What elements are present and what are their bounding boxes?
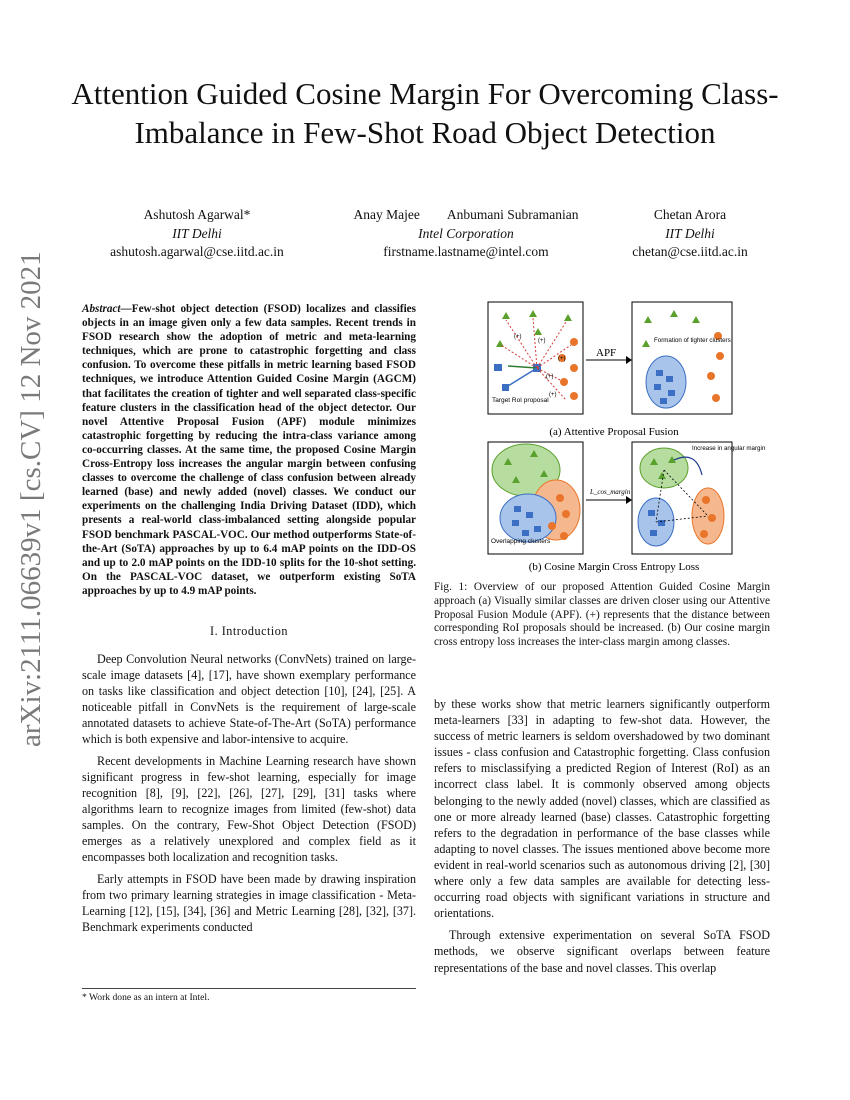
- apf-label: APF: [596, 347, 617, 359]
- body-paragraph: Recent developments in Machine Learning research have shown significant progress in few-shot learning, especially for image recognition [8], [9], [22], [26], [27], [29], [31] tasks where algorithms learn to recognize images from limited (few-shot) data samples. On the contrary, Few-Shot Object Detection (FSOD) emerges as a relatively unexplored and complex field as it encompasses both localization and recognition tasks.: [82, 754, 416, 864]
- figure-1: [486, 300, 766, 575]
- apf-arrowhead: [626, 356, 632, 364]
- paper-title: Attention Guided Cosine Margin For Overcoming Class-Imbalance in Few-Shot Road Object Detection: [71, 76, 779, 150]
- plus-label: (+): [546, 374, 554, 380]
- body-paragraph: Through extensive experimentation on several SoTA FSOD methods, we observe significant overlaps between feature representations of the base and novel classes. This overlap: [434, 928, 770, 975]
- footnote: * Work done as an intern at Intel.: [82, 988, 416, 1003]
- section-heading: I. Introduction: [210, 624, 288, 638]
- figure-caption: Fig. 1: Overview of our proposed Attention Guided Cosine Margin approach (a) Visually similar classes are driven closer using our Attentive Proposal Fusion Module (APF). (+) represents that the distance between corresponding RoI proposals should be increased. (b) Our cosine margin cross entropy loss increases the inter-class margin among classes.: [434, 581, 770, 649]
- author-affiliation: IIT Delhi: [665, 225, 715, 241]
- author-name: Anay Majee: [353, 207, 420, 222]
- plus-label: (+): [538, 338, 546, 344]
- body-paragraph: by these works show that metric learners significantly outperform meta-learners [33] in adapting to few-shot data. However, the success of metric learners is seldom overshadowed by two dominant issues - class confusion and Catastrophic forgetting. Class confusion refers to misclassifying a predicted Region of Interest (RoI) as an incorrect class label. It is commonly observed among objects belonging to the newly added (novel) classes, which are classified as one or more already learned (base) classes. Catastrophic forgetting refers to the degradation in performance of the base classes while adapting to novel classes. The issues mentioned above become more evident in real-world scenarios such as autonomous driving [2], [30] where only a few data samples are available for detecting less-occurring road objects with significant variations in structure and orientations.: [434, 697, 770, 921]
- author-email: ashutosh.agarwal@cse.iitd.ac.in: [110, 244, 284, 259]
- overlapping-clusters-label: Overlapping clusters: [491, 538, 551, 545]
- author-email: chetan@cse.iitd.ac.in: [632, 244, 748, 259]
- plus-label: (+): [558, 356, 566, 362]
- author-block-4: [610, 206, 770, 262]
- author-email: firstname.lastname@intel.com: [383, 244, 549, 259]
- author-name: Anbumani Subramanian: [446, 207, 579, 222]
- arxiv-side-identifier: arXiv:2111.06639v1 [cs.CV] 12 Nov 2021: [15, 251, 47, 747]
- author-block-1: [107, 206, 287, 262]
- body-paragraph: Deep Convolution Neural networks (ConvNets) trained on large-scale image datasets [4], [17], have shown exemplary performance on tasks like classification and object detection [10], [24], [25]. A noticeable pitfall in ConvNets is the requirement of large-scale annotated datasets to achieve State-of-The-Art (SoTA) performance which is both expensive and labor-intensive to acquire.: [82, 652, 416, 746]
- figure-diagram: [486, 300, 766, 575]
- author-affiliation: Intel Corporation: [418, 225, 514, 241]
- increase-margin-label: Increase in angular margin: [692, 445, 766, 452]
- loss-arrowhead: [626, 496, 632, 504]
- author-names-intel: [316, 206, 616, 225]
- left-column-body: [82, 651, 416, 941]
- subfigure-b-label: (b) Cosine Margin Cross Entropy Loss: [528, 561, 700, 573]
- author-name: Chetan Arora: [653, 207, 727, 222]
- formation-label-text: Formation of tighter clusters: [654, 337, 731, 344]
- plus-label: (+): [514, 334, 522, 340]
- loss-label: L_cos_margin: [590, 488, 631, 496]
- right-column-body: [434, 696, 770, 982]
- formation-label: [654, 337, 731, 344]
- green-cluster-b-right: [640, 448, 688, 488]
- author-block-intel: [316, 206, 616, 262]
- body-paragraph: Early attempts in FSOD have been made by drawing inspiration from two primary learning strategies in image classification - Meta-Learning [12], [15], [34], [36] and Metric Learning [28], [32], [37]. Benchmark experiments conducted: [82, 872, 416, 934]
- abstract-label: Abstract: [82, 303, 121, 315]
- subfigure-a-label: (a) Attentive Proposal Fusion: [549, 426, 679, 438]
- author-affiliation: IIT Delhi: [172, 225, 222, 241]
- plus-label: (+): [549, 392, 557, 398]
- author-name: Ashutosh Agarwal*: [143, 207, 251, 222]
- abstract-text: —Few-shot object detection (FSOD) localizes and classifies objects in an image given only a few data samples. Recent trends in FSOD research show the adoption of metric and meta-learning techniques, which are prone to catastrophic forgetting and class confusion. To overcome these pitfalls in metric learning based FSOD techniques, we introduce Attention Guided Cosine Margin (AGCM) that facilitates the creation of tighter and well separated class-specific feature clusters in the classification head of the object detector. Our novel Attentive Proposal Fusion (APF) module minimizes catastrophic forgetting by reducing the intra-class variance among co-occurring classes. At the same time, the proposed Cosine Margin Cross-Entropy loss increases the angular margin between confusing classes to overcome the challenge of class confusion between already learned (base) and newly added (novel) classes. We conduct our experiments on the challenging India Driving Dataset (IDD), which presents a real-world class-imbalanced setting alongside popular FSOD benchmark PASCAL-VOC. Our method outperforms State-of-the-Art (SoTA) approaches by up to 6.4 mAP points on the IDD-OS and up to 2.0 mAP points on the IDD-10 splits for the 10-shot setting. On the PASCAL-VOC dataset, we outperform existing SoTA approaches by up to 4.9 mAP points.: [82, 303, 416, 597]
- abstract: [82, 302, 416, 598]
- target-roi-label: Target RoI proposal: [492, 397, 549, 404]
